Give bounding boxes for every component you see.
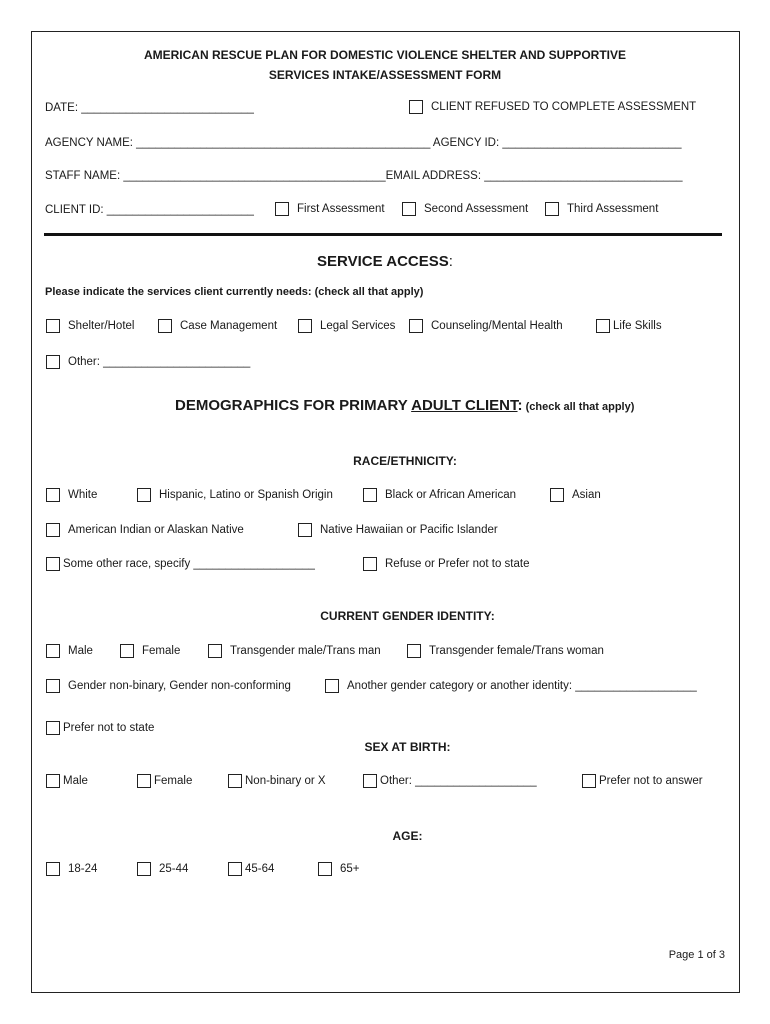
sex-other-checkbox[interactable] (363, 774, 377, 788)
form-title-line-1: AMERICAN RESCUE PLAN FOR DOMESTIC VIOLENCE SHELTER AND SUPPORTIVE (143, 48, 627, 62)
sex-prefer-not-checkbox[interactable] (582, 774, 596, 788)
service-access-instruction: Please indicate the services client currently needs: (check all that apply) (45, 286, 424, 298)
gender-prefer-not-checkbox[interactable] (46, 721, 60, 735)
agency-name-id-fields[interactable]: AGENCY NAME: ______________________________________________ AGENCY ID: ____________________________ (45, 137, 682, 149)
age-45-64-label: 45-64 (245, 863, 275, 875)
service-case-management-checkbox[interactable] (158, 319, 172, 333)
race-other-checkbox[interactable] (46, 557, 60, 571)
gender-male-checkbox[interactable] (46, 644, 60, 658)
gender-option-prefer-not[interactable] (46, 721, 154, 735)
gender-option-non-binary[interactable] (46, 679, 291, 693)
gender-heading: CURRENT GENDER IDENTITY: (320, 609, 495, 623)
age-option-65-plus[interactable] (318, 862, 360, 876)
service-access-heading-text: SERVICE ACCESS (317, 253, 449, 270)
race-white-checkbox[interactable] (46, 488, 60, 502)
age-option-25-44[interactable] (137, 862, 188, 876)
race-native-hawaiian-label: Native Hawaiian or Pacific Islander (320, 524, 498, 536)
demographics-heading-adult-client: ADULT CLIENT (411, 397, 518, 414)
service-access-heading-colon: : (448, 253, 453, 270)
gender-trans-female-label: Transgender female/Trans woman (429, 645, 604, 657)
section-divider (44, 233, 722, 236)
gender-another-label: Another gender category or another identity: ___________________ (347, 680, 697, 692)
service-option-legal[interactable] (298, 319, 395, 333)
gender-female-label: Female (142, 645, 181, 657)
second-assessment-checkbox[interactable] (402, 202, 416, 216)
service-other-label: Other: _______________________ (68, 356, 251, 368)
sex-at-birth-heading: SEX AT BIRTH: (364, 740, 451, 754)
race-heading: RACE/ETHNICITY: (353, 454, 457, 468)
gender-trans-male-label: Transgender male/Trans man (230, 645, 381, 657)
race-other-label: Some other race, specify ___________________ (63, 558, 315, 570)
race-option-native-hawaiian[interactable] (298, 523, 498, 537)
race-option-american-indian[interactable] (46, 523, 244, 537)
client-id-field[interactable]: CLIENT ID: _______________________ (45, 204, 254, 216)
race-option-hispanic[interactable] (137, 488, 333, 502)
race-option-refuse[interactable] (363, 557, 529, 571)
page-number: Page 1 of 3 (668, 949, 725, 961)
client-refused-checkbox[interactable] (409, 100, 423, 114)
race-hispanic-checkbox[interactable] (137, 488, 151, 502)
demographics-heading (175, 397, 634, 414)
third-assessment-label: Third Assessment (567, 203, 659, 215)
sex-option-other[interactable] (363, 774, 537, 788)
race-native-hawaiian-checkbox[interactable] (298, 523, 312, 537)
age-option-45-64[interactable] (228, 862, 274, 876)
service-access-heading (0, 253, 770, 270)
sex-prefer-not-label: Prefer not to answer (599, 775, 703, 787)
sex-male-checkbox[interactable] (46, 774, 60, 788)
sex-female-checkbox[interactable] (137, 774, 151, 788)
gender-option-male[interactable] (46, 644, 93, 658)
service-shelter-checkbox[interactable] (46, 319, 60, 333)
service-option-other[interactable] (46, 355, 250, 369)
sex-female-label: Female (154, 775, 193, 787)
sex-non-binary-label: Non-binary or X (245, 775, 326, 787)
service-legal-checkbox[interactable] (298, 319, 312, 333)
race-option-black[interactable] (363, 488, 516, 502)
age-option-18-24[interactable] (46, 862, 97, 876)
gender-option-female[interactable] (120, 644, 180, 658)
client-refused-option[interactable] (409, 100, 696, 114)
race-refuse-checkbox[interactable] (363, 557, 377, 571)
race-option-other[interactable] (46, 557, 315, 571)
sex-option-female[interactable] (137, 774, 192, 788)
race-asian-label: Asian (572, 489, 601, 501)
race-option-white[interactable] (46, 488, 97, 502)
gender-option-trans-male[interactable] (208, 644, 381, 658)
service-counseling-label: Counseling/Mental Health (431, 320, 563, 332)
sex-non-binary-checkbox[interactable] (228, 774, 242, 788)
service-option-case-management[interactable] (158, 319, 277, 333)
sex-option-prefer-not[interactable] (582, 774, 703, 788)
first-assessment-option[interactable] (275, 202, 385, 216)
staff-name-email-fields[interactable]: STAFF NAME: _________________________________________EMAIL ADDRESS: _______________________________ (45, 170, 683, 182)
gender-prefer-not-label: Prefer not to state (63, 722, 155, 734)
service-counseling-checkbox[interactable] (409, 319, 423, 333)
race-hispanic-label: Hispanic, Latino or Spanish Origin (159, 489, 333, 501)
form-title-line-2: SERVICES INTAKE/ASSESSMENT FORM (268, 68, 502, 82)
demographics-heading-note: (check all that apply) (522, 401, 635, 413)
gender-trans-male-checkbox[interactable] (208, 644, 222, 658)
age-18-24-label: 18-24 (68, 863, 98, 875)
service-legal-label: Legal Services (320, 320, 396, 332)
race-american-indian-label: American Indian or Alaskan Native (68, 524, 244, 536)
gender-non-binary-label: Gender non-binary, Gender non-conforming (68, 680, 291, 692)
third-assessment-option[interactable] (545, 202, 658, 216)
age-65-plus-checkbox[interactable] (318, 862, 332, 876)
race-option-asian[interactable] (550, 488, 601, 502)
race-refuse-label: Refuse or Prefer not to state (385, 558, 530, 570)
service-life-skills-label: Life Skills (613, 320, 662, 332)
service-shelter-label: Shelter/Hotel (68, 320, 135, 332)
service-life-skills-checkbox[interactable] (596, 319, 610, 333)
age-65-plus-label: 65+ (340, 863, 360, 875)
gender-trans-female-checkbox[interactable] (407, 644, 421, 658)
demographics-heading-colon: : (517, 397, 523, 414)
sex-male-label: Male (63, 775, 88, 787)
gender-non-binary-checkbox[interactable] (46, 679, 60, 693)
gender-male-label: Male (68, 645, 93, 657)
race-asian-checkbox[interactable] (550, 488, 564, 502)
service-option-life-skills[interactable] (596, 319, 662, 333)
first-assessment-label: First Assessment (297, 203, 385, 215)
sex-other-label: Other: ___________________ (380, 775, 537, 787)
service-option-shelter[interactable] (46, 319, 134, 333)
age-25-44-checkbox[interactable] (137, 862, 151, 876)
age-heading: AGE: (392, 829, 423, 843)
age-18-24-checkbox[interactable] (46, 862, 60, 876)
sex-option-non-binary[interactable] (228, 774, 326, 788)
race-american-indian-checkbox[interactable] (46, 523, 60, 537)
age-45-64-checkbox[interactable] (228, 862, 242, 876)
race-white-label: White (68, 489, 98, 501)
race-black-checkbox[interactable] (363, 488, 377, 502)
age-25-44-label: 25-44 (159, 863, 189, 875)
sex-option-male[interactable] (46, 774, 88, 788)
demographics-heading-prefix: DEMOGRAPHICS FOR PRIMARY (175, 397, 412, 414)
first-assessment-checkbox[interactable] (275, 202, 289, 216)
gender-option-another[interactable] (325, 679, 697, 693)
third-assessment-checkbox[interactable] (545, 202, 559, 216)
second-assessment-label: Second Assessment (424, 203, 529, 215)
service-option-counseling[interactable] (409, 319, 563, 333)
second-assessment-option[interactable] (402, 202, 528, 216)
gender-female-checkbox[interactable] (120, 644, 134, 658)
service-case-management-label: Case Management (180, 320, 278, 332)
race-black-label: Black or African American (385, 489, 517, 501)
gender-option-trans-female[interactable] (407, 644, 604, 658)
service-other-checkbox[interactable] (46, 355, 60, 369)
gender-another-checkbox[interactable] (325, 679, 339, 693)
client-refused-label: CLIENT REFUSED TO COMPLETE ASSESSMENT (431, 101, 697, 113)
date-field[interactable]: DATE: ___________________________ (45, 102, 254, 114)
